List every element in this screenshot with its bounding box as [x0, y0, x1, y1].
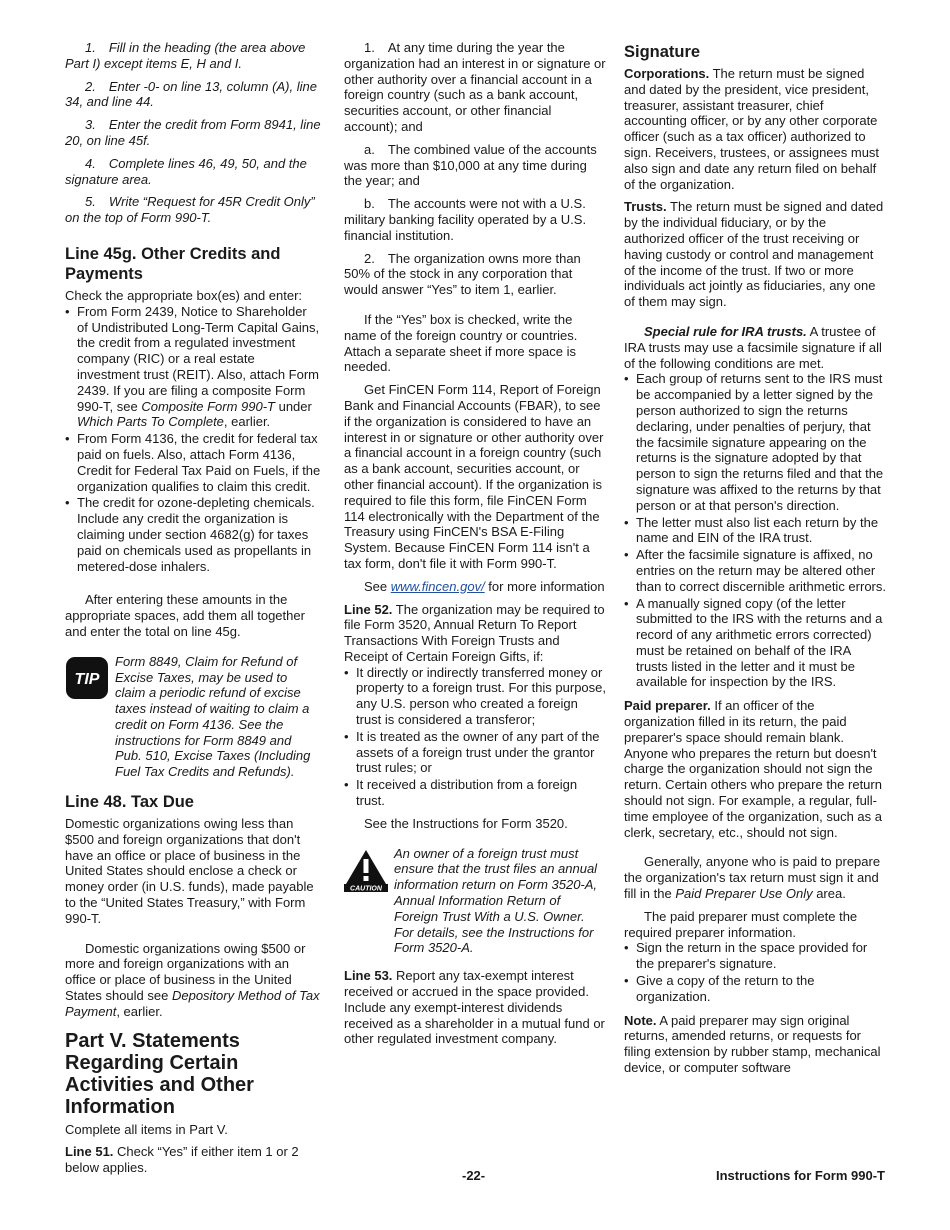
- right-column: [624, 40, 886, 1083]
- trusts-text: Trusts. The return must be signed and dated by the individual fiduciary, or by the authorized officer of the trust receiving or having custody or control and management of the income of the trust. If two or more individuals act jointly as fiduciaries, any one of them may sign.: [624, 199, 884, 310]
- part-v-intro: Complete all items in Part V.: [65, 1121, 228, 1137]
- line-48-para-2: Domestic organizations owing $500 or more and foreign organizations with an office or place of business in the United States should see Depository Method of Tax Payment, earlier.: [65, 940, 320, 1019]
- caution-text: An owner of a foreign trust must ensure that the trust files an annual information return on Form 3520-A, Annual Information Return of Foreign Trust With a U.S. Owner. For details, see the Instructions for Form 3520-A.: [394, 845, 598, 956]
- heading-signature: Signature: [624, 43, 701, 61]
- step-2: 2. Enter -0- on line 13, column (A), line 34, and line 44.: [65, 78, 317, 110]
- tip-text: Form 8849, Claim for Refund of Excise Taxes, may be used to claim a periodic refund of excise taxes instead of waiting to claim a credit on Form 4136. See the instructions for Form 8849 and Pub. 510, Excise Taxes (Including Fuel Tax Credits and Refunds).: [115, 653, 311, 780]
- ira-bullet-copy: • A manually signed copy (of the letter submitted to the IRS with the returns and a record of any arithmetic errors corrected) must be retained on behalf of the IRA trusts listed in the letter and it must be available for inspection by the IRS.: [624, 596, 886, 691]
- corporations-text: Corporations. The return must be signed and dated by the president, vice president, treasurer, assistant treasurer, chief accounting officer, or by any other corporate officer (such as a tax officer) authorized to sign. Receivers, trustees, or assignees must also sign and date any return filed on behalf of the organization.: [624, 66, 880, 192]
- fincen-link[interactable]: www.fincen.gov/: [390, 578, 485, 594]
- left-column: [65, 40, 321, 1183]
- caution-note: [344, 846, 606, 957]
- line-51-text: Line 51. Check “Yes” if either item 1 or 2 below applies.: [65, 1144, 299, 1176]
- bullet-owner: • It is treated as the owner of any part of the assets of a foreign trust under the grantor trust rules; or: [344, 729, 606, 776]
- bullet-transferred: • It directly or indirectly transferred money or property to a foreign trust. For this purpose, any U.S. person who created a foreign trust is considered a transferor;: [344, 665, 606, 728]
- line-52-text: Line 52. The organization may be required to file Form 3520, Annual Return To Report Transactions With Foreign Trusts and Receipt of Certain Foreign Gifts, if:: [344, 601, 605, 664]
- fincen-see-more: See www.fincen.gov/ for more information: [364, 578, 605, 594]
- item-a: a. The combined value of the accounts was more than $10,000 at any time during the year; and: [344, 141, 597, 189]
- fincen-text: Get FinCEN Form 114, Report of Foreign Bank and Financial Accounts (FBAR), to see if the organization is considered to have an interest in or signature or other authority over a financial account in a foreign country (such as a bank account, securities account, or other financial account). If the organization is required to file this form, file FinCEN Form 114 electronically with the Department of the Treasury using FinCEN's BSA E-Filing System. Because FinCEN Form 114 isn't a tax form, don't file it with Form 990-T.: [344, 382, 604, 571]
- middle-column: [344, 40, 606, 1054]
- line-48-para-1: Domestic organizations owing less than $500 and foreign organizations that don't have an office or place of business in the United States should enclose a check or money order (in U.S. funds), made payable to the “United States Treasury,” with Form 990-T.: [65, 816, 314, 926]
- generally-text: Generally, anyone who is paid to prepare the organization's tax return must sign it and fill in the Paid Preparer Use Only area.: [624, 854, 881, 902]
- caution-icon: [344, 848, 388, 892]
- item-b: b. The accounts were not with a U.S. military banking facility operated by a U.S. financial institution.: [344, 196, 587, 243]
- step-5: 5. Write “Request for 45R Credit Only” on the top of Form 990-T.: [65, 194, 315, 226]
- ira-bullet-altered: • After the facsimile signature is affixed, no entries on the return may be altered other than to correct discernible arithmetic errors.: [624, 547, 886, 594]
- page-number: -22-: [462, 1168, 486, 1183]
- step-3: 3. Enter the credit from Form 8941, line 20, on line 45f.: [65, 117, 321, 148]
- tip-label: TIP: [74, 670, 100, 688]
- heading-line-48: Line 48. Tax Due: [65, 793, 194, 812]
- preparer-bullet-sign: • Sign the return in the space provided for the preparer's signature.: [624, 940, 886, 972]
- yes-box-text: If the “Yes” box is checked, write the name of the foreign country or countries. Attach a separate sheet if more space is needed.: [344, 311, 578, 375]
- line-45g-intro: Check the appropriate box(es) and enter:: [65, 287, 303, 303]
- bullet-form-4136: • From Form 4136, the credit for federal tax paid on fuels. Also, attach Form 4136, Credit for Federal Tax Paid on Fuels, if the organization qualifies to claim this credit.: [65, 431, 321, 494]
- heading-line-45g: Line 45g. Other Credits and Payments: [65, 244, 281, 283]
- item-1: 1. At any time during the year the organization had an interest in or signature or other authority over a financial account in a foreign country (such as a bank account, securities account, or other financial account); and: [344, 40, 606, 134]
- caution-label: CAUTION: [350, 885, 382, 892]
- bullet-ozone: • The credit for ozone-depleting chemicals. Include any credit the organization is claiming under section 4682(g) for taxes paid on chemicals used as propellants in metered-dose inhalers.: [65, 495, 321, 574]
- see-3520: See the Instructions for Form 3520.: [364, 815, 568, 831]
- item-2: 2. The organization owns more than 50% of the stock in any corporation that would answer “Yes” to item 1, earlier.: [344, 250, 581, 298]
- tip-icon: [65, 656, 109, 700]
- ira-bullet-letter: • Each group of returns sent to the IRS must be accompanied by a letter signed by the person authorized to sign the returns declaring, under penalties of perjury, that the facsimile signature appearing on the returns is the signature adopted by that person to sign the returns filed and that the signature was affixed to the returns by that person or at that person's direction.: [624, 371, 886, 513]
- line-53-text: Line 53. Report any tax-exempt interest received or accrued in the space provided. Include any exempt-interest dividends received as a shareholder in a mutual fund or other regulated investment company.: [344, 968, 605, 1047]
- footer-title: Instructions for Form 990-T: [715, 1168, 885, 1183]
- tip-note: [65, 654, 321, 780]
- ira-bullet-ein: • The letter must also list each return by the name and EIN of the IRA trust.: [624, 515, 886, 547]
- bullet-form-2439: • From Form 2439, Notice to Shareholder of Undistributed Long-Term Capital Gains, the credit from a regulated investment company (RIC) or a real estate investment trust (REIT). Also, attach Form 2439. If you are filing a composite Form 990-T, see Composite Form 990-T under Which Parts To Complete, earlier.: [65, 304, 321, 430]
- after-entering-text: After entering these amounts in the appropriate spaces, add them all together and enter the total on line 45g.: [65, 592, 305, 639]
- preparer-bullet-copy: • Give a copy of the return to the organization.: [624, 973, 886, 1005]
- preparer-must-text: The paid preparer must complete the required preparer information.: [624, 908, 858, 940]
- ira-trusts-text: Special rule for IRA trusts. A trustee of IRA trusts may use a facsimile signature if all of the following conditions are met.: [624, 323, 882, 371]
- step-1: 1. Fill in the heading (the area above Part I) except items E, H and I.: [65, 40, 306, 71]
- paid-preparer-text: Paid preparer. If an officer of the organization filled in its return, the paid preparer's space should remain blank. Anyone who prepares the return but doesn't charge the organization should not sign the return. Certain others who prepare the return should not sign. For example, a regular, full-time employee of the organization, such as a clerk, secretary, etc., should not sign.: [624, 698, 882, 840]
- bullet-distribution: • It received a distribution from a foreign trust.: [344, 777, 606, 809]
- heading-part-v: Part V. Statements Regarding Certain Activities and Other Information: [65, 1029, 254, 1118]
- step-4: 4. Complete lines 46, 49, 50, and the signature area.: [65, 155, 307, 187]
- note-text: Note. A paid preparer may sign original returns, amended returns, or requests for filing extension by rubber stamp, mechanical device, or computer software: [624, 1012, 881, 1076]
